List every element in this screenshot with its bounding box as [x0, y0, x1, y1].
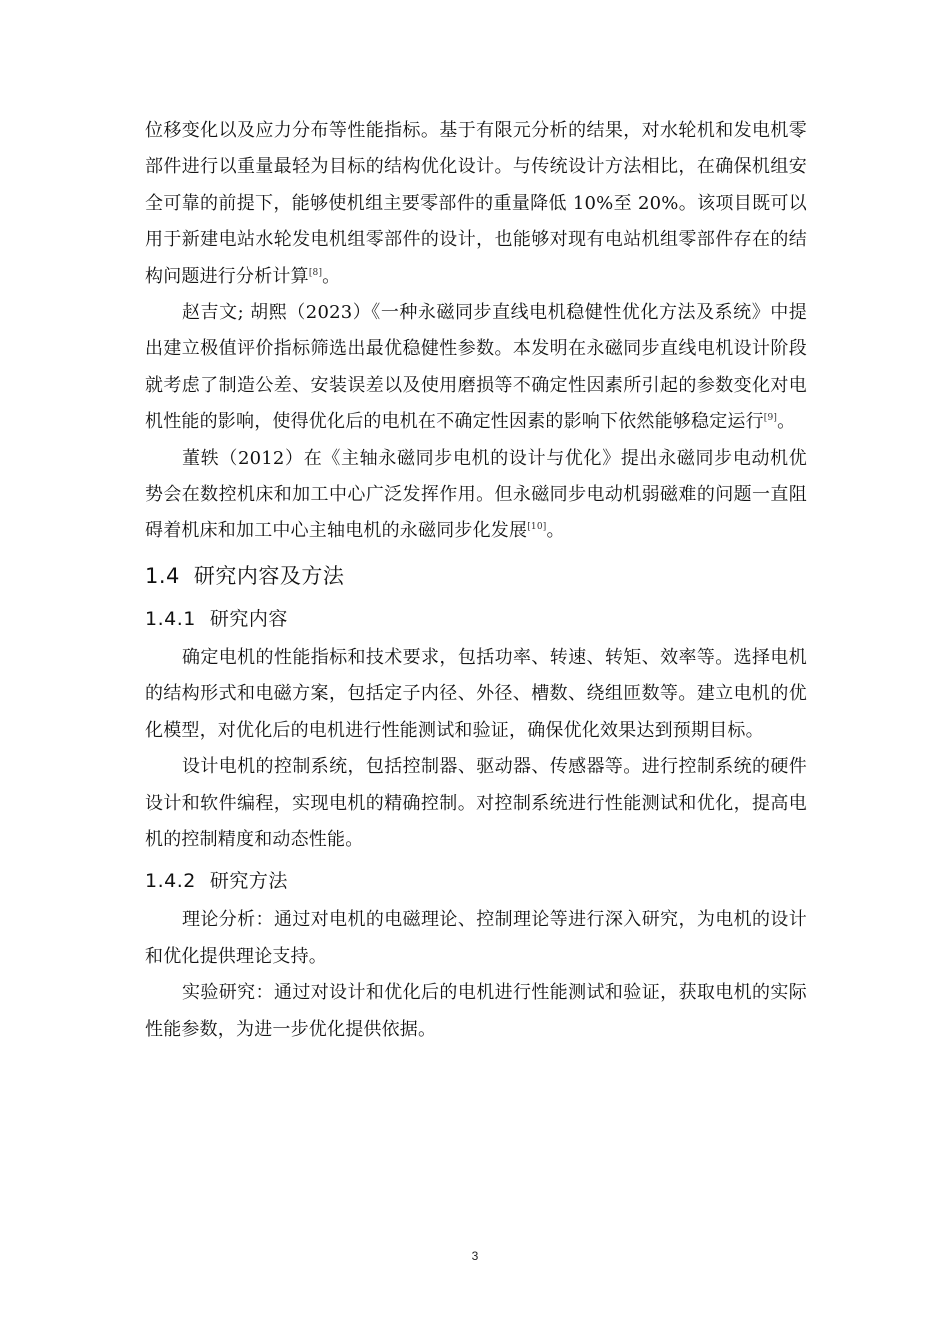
paragraph-text: 赵吉文; 胡熙（2023）《一种永磁同步直线电机稳健性优化方法及系统》中提出建立极值评价指标筛选出最优稳健性参数。本发明在永磁同步直线电机设计阶段就考虑了制造公差、安装误差以及使用磨损等不确定性因素所引起的参数变化对电机性能的影响，使得优化后的电机在不确定性因素的影响下依然能够稳定运行	[145, 302, 807, 433]
page-number: 3	[471, 1249, 479, 1263]
paragraph-research-method-2: 实验研究：通过对设计和优化后的电机进行性能测试和验证，获取电机的实际性能参数，为进一步优化提供依据。	[145, 982, 807, 1040]
paragraph-dong	[145, 441, 807, 550]
section-title: 研究方法	[209, 870, 288, 893]
paragraph-research-content-2: 设计电机的控制系统，包括控制器、驱动器、传感器等。进行控制系统的硬件设计和软件编程，实现电机的精确控制。对控制系统进行性能测试和优化，提高电机的控制精度和动态性能。	[145, 756, 807, 850]
paragraph-text: 位移变化以及应力分布等性能指标。基于有限元分析的结果，对水轮机和发电机零部件进行以重量最轻为目标的结构优化设计。与传统设计方法相比，在确保机组安全可靠的前提下，能够使机组主要零部件的重量降低 10%至 20%。该项目既可以用于新建电站水轮发电机组零部件的设计，也能够对现有电站机组零部件存在的结构问题进行分析计算	[145, 120, 807, 287]
paragraph-zhao	[145, 295, 807, 441]
paragraph-tail: 。	[546, 520, 565, 542]
section-title: 研究内容	[209, 607, 288, 630]
section-number: 1.4.2	[145, 870, 196, 893]
section-heading-1-4-2	[145, 862, 807, 900]
citation-ref[interactable]: [9]	[763, 413, 778, 424]
section-number: 1.4.1	[145, 607, 196, 630]
paragraph-text: 董轶（2012）在《主轴永磁同步电机的设计与优化》提出永磁同步电动机优势会在数控机床和加工中心广泛发挥作用。但永磁同步电动机弱磁难的问题一直阻碍着机床和加工中心主轴电机的永磁同步化发展	[145, 447, 807, 542]
section-title: 研究内容及方法	[193, 563, 345, 588]
paragraph-research-content-1: 确定电机的性能指标和技术要求，包括功率、转速、转矩、效率等。选择电机的结构形式和电磁方案，包括定子内径、外径、槽数、绕组匝数等。建立电机的优化模型，对优化后的电机进行性能测试和验证，确保优化效果达到预期目标。	[145, 646, 807, 741]
citation-ref[interactable]: [10]	[527, 522, 547, 533]
section-number: 1.4	[145, 563, 180, 588]
citation-ref[interactable]: [8]	[308, 267, 323, 278]
section-heading-1-4-1	[145, 600, 807, 638]
paragraph-tail: 。	[777, 411, 796, 433]
page-content	[145, 113, 807, 1048]
paragraph-research-method-1: 理论分析：通过对电机的电磁理论、控制理论等进行深入研究，为电机的设计和优化提供理论支持。	[145, 909, 807, 967]
section-heading-1-4	[145, 556, 807, 596]
paragraph-tail: 。	[322, 265, 341, 287]
paragraph-continued	[145, 113, 807, 295]
